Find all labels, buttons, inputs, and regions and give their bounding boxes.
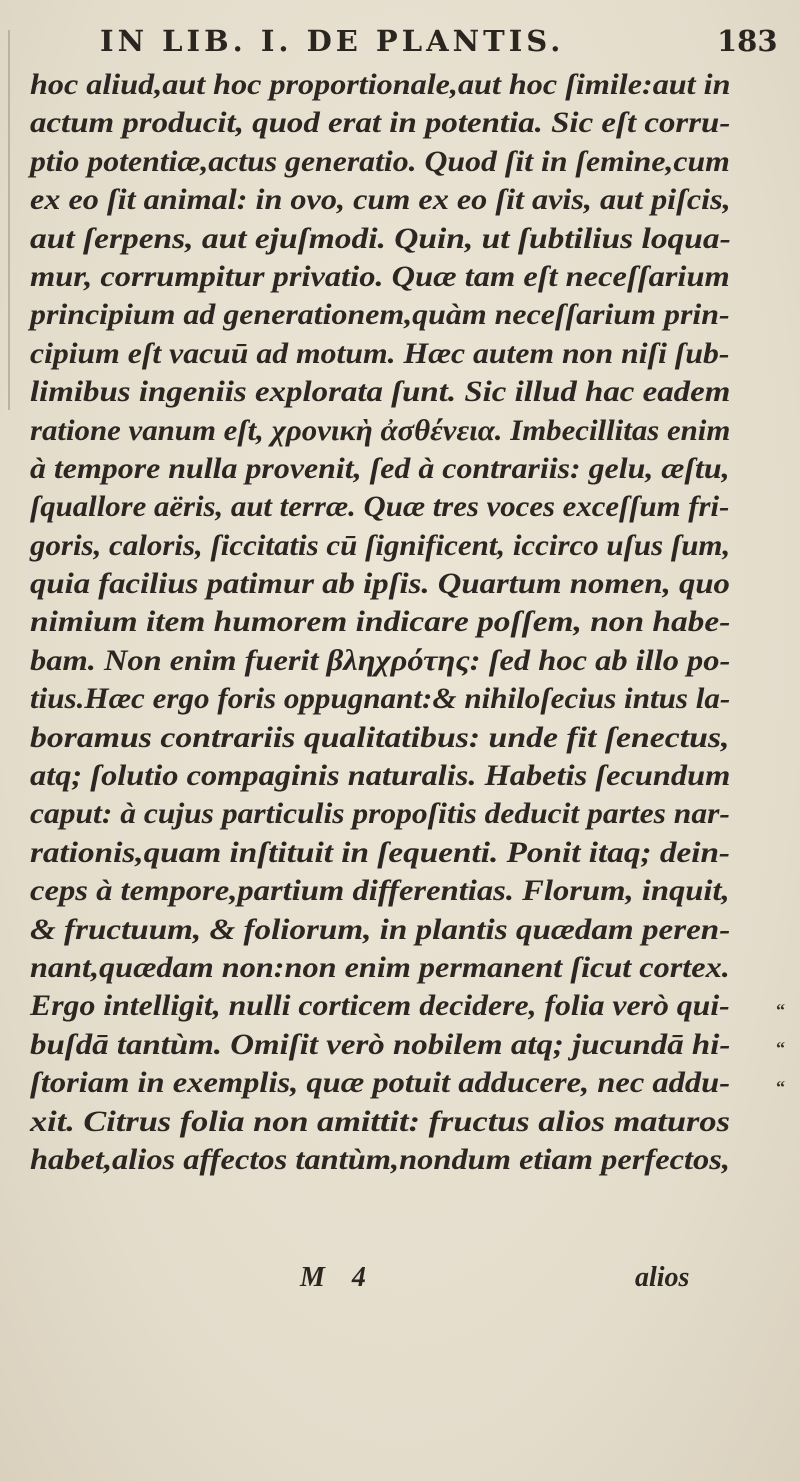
gutter-shadow (8, 30, 10, 410)
text-line: ceps à tempore,partium differentias. Florum, inquit, (30, 874, 730, 908)
text-line: ex eo ſit animal: in ovo, cum ex eo ſit avis, aut piſcis, (30, 183, 731, 217)
page-header (0, 20, 800, 66)
text-line: aut ſerpens, aut ejuſmodi. Quin, ut ſubtilius loqua- (30, 221, 731, 255)
running-head: IN LIB. I. DE PLANTIS. (100, 24, 565, 58)
text-line: ptio potentiæ,actus generatio. Quod ſit in ſemine,cum (30, 144, 730, 178)
text-line: à tempore nulla provenit, ſed à contrariis: gelu, æſtu, (30, 451, 730, 485)
text-line: boramus contrariis qualitatibus: unde fit ſenectus, (30, 720, 730, 754)
text-line: quia facilius patimur ab ipſis. Quartum nomen, quo (30, 567, 730, 601)
text-line: ratione vanum eſt, χρονικὴ ἀσθένεια. Imbecillitas enim (30, 413, 731, 447)
text-line: nant,quædam non:non enim permanent ſicut cortex. (30, 950, 730, 984)
margin-quote-mark: “ (776, 1000, 785, 1020)
signature-mark: M 4 (300, 1262, 376, 1293)
text-line: bam. Non enim fuerit βληχρότης: ſed hoc ab illo po- (30, 643, 731, 677)
margin-quote-marks (776, 991, 800, 1106)
text-line: Ergo intelligit, nulli corticem decidere, folia verò qui- (30, 989, 730, 1023)
text-line: habet,alios affectos tantùm,nondum etiam perfectos, (30, 1142, 731, 1176)
text-line: goris, caloris, ſiccitatis cū ſignificent, iccirco uſus ſum, (30, 528, 731, 562)
text-line: ſquallore aëris, aut terræ. Quæ tres voces exceſſum fri- (30, 490, 730, 524)
text-line: limibus ingeniis explorata ſunt. Sic illud hac eadem (30, 375, 731, 409)
margin-quote-mark: “ (776, 1038, 785, 1059)
text-line: principium ad generationem,quàm neceſſarium prin- (30, 298, 730, 332)
text-line: tius.Hæc ergo foris oppugnant:& nihiloſecius intus la- (30, 682, 731, 716)
text-line: rationis,quam inſtituit in ſequenti. Ponit itaq; dein- (30, 835, 731, 869)
catchword: alios (635, 1262, 690, 1293)
margin-quote-mark: “ (776, 1076, 785, 1097)
text-line: ſtoriam in exemplis, quæ potuit adducere, nec addu- (30, 1066, 731, 1100)
text-line: atq; ſolutio compaginis naturalis. Habetis ſecundum (30, 759, 731, 793)
text-line: actum producit, quod erat in potentia. Sic eſt corru- (30, 106, 731, 140)
text-line: & fructuum, & foliorum, in plantis quædam peren- (30, 912, 731, 946)
text-line: cipium eſt vacuū ad motum. Hæc autem non niſi ſub- (30, 336, 730, 370)
text-line: nimium item humorem indicare poſſem, non habe- (30, 605, 731, 639)
page-number: 183 (717, 24, 778, 58)
text-line: xit. Citrus folia non amittit: fructus alios maturos (30, 1104, 730, 1138)
text-line: mur, corrumpitur privatio. Quæ tam eſt neceſſarium (30, 259, 730, 293)
text-line: buſdā tantùm. Omiſit verò nobilem atq; jucundā hi- (30, 1027, 731, 1061)
body-text (30, 66, 730, 1179)
text-line: caput: à cujus particulis propoſitis deducit partes nar- (30, 797, 730, 831)
page-footer (30, 1262, 730, 1302)
text-line: hoc aliud,aut hoc proportionale,aut hoc ſimile:aut in (30, 68, 731, 101)
